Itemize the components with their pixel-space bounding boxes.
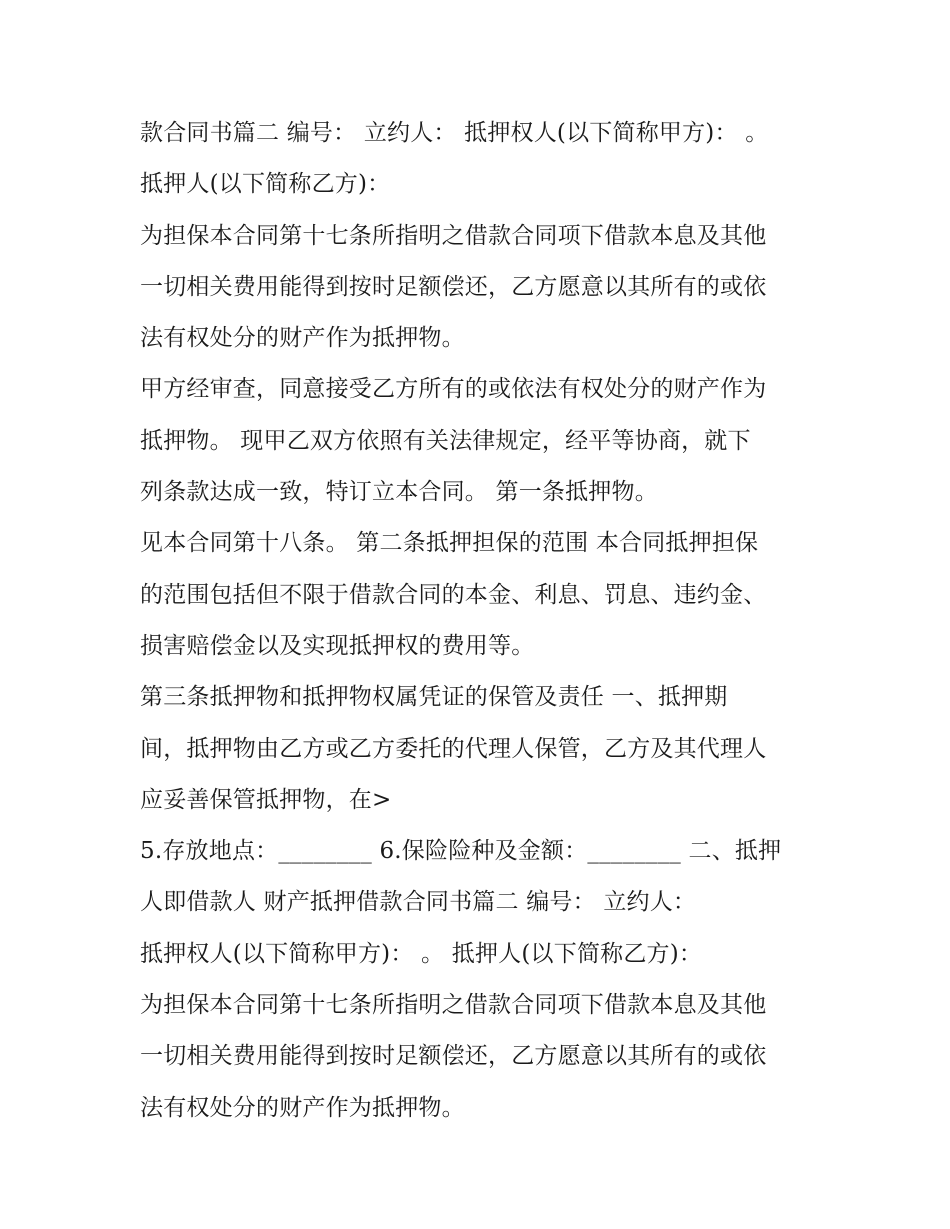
text-line: 法有权处分的财产作为抵押物。 (140, 1094, 465, 1121)
text-line: 损害赔偿金以及实现抵押权的费用等。 (140, 632, 535, 659)
text-line: 人即借款人 财产抵押借款合同书篇二 编号： 立约人： (140, 889, 697, 916)
text-line: 一切相关费用能得到按时足额偿还，乙方愿意以其所有的或依 (140, 273, 767, 300)
text-line: 甲方经审查，同意接受乙方所有的或依法有权处分的财产作为 (140, 376, 767, 403)
document-body (140, 108, 820, 1134)
text-line: 第三条抵押物和抵押物权属凭证的保管及责任 一、抵押期 (140, 684, 728, 711)
text-line: 见本合同第十八条。 第二条抵押担保的范围 本合同抵押担保 (140, 530, 759, 557)
text-line: 法有权处分的财产作为抵押物。 (140, 325, 465, 352)
text-line: 应妥善保管抵押物，在> (140, 786, 392, 813)
text-line: 列条款达成一致，特订立本合同。 第一条抵押物。 (140, 479, 658, 506)
text-line: 为担保本合同第十七条所指明之借款合同项下借款本息及其他 (140, 222, 767, 249)
text-line: 款合同书篇二 编号： 立约人： 抵押权人(以下简称甲方)： 。 (140, 120, 769, 146)
text-line: 为担保本合同第十七条所指明之借款合同项下借款本息及其他 (140, 992, 767, 1019)
text-line: 5.存放地点：________ 6.保险险种及金额：________ 二、抵押 (140, 838, 782, 865)
text-line: 一切相关费用能得到按时足额偿还，乙方愿意以其所有的或依 (140, 1043, 767, 1070)
text-line: 间，抵押物由乙方或乙方委托的代理人保管，乙方及其代理人 (140, 735, 767, 762)
text-line: 抵押权人(以下简称甲方)： 。 抵押人(以下简称乙方)： (140, 940, 703, 967)
text-line: 的范围包括但不限于借款合同的本金、利息、罚息、违约金、 (140, 581, 767, 608)
text-line: 抵押人(以下简称乙方)： (140, 171, 391, 198)
text-line: 抵押物。 现甲乙双方依照有关法律规定，经平等协商，就下 (140, 427, 751, 454)
